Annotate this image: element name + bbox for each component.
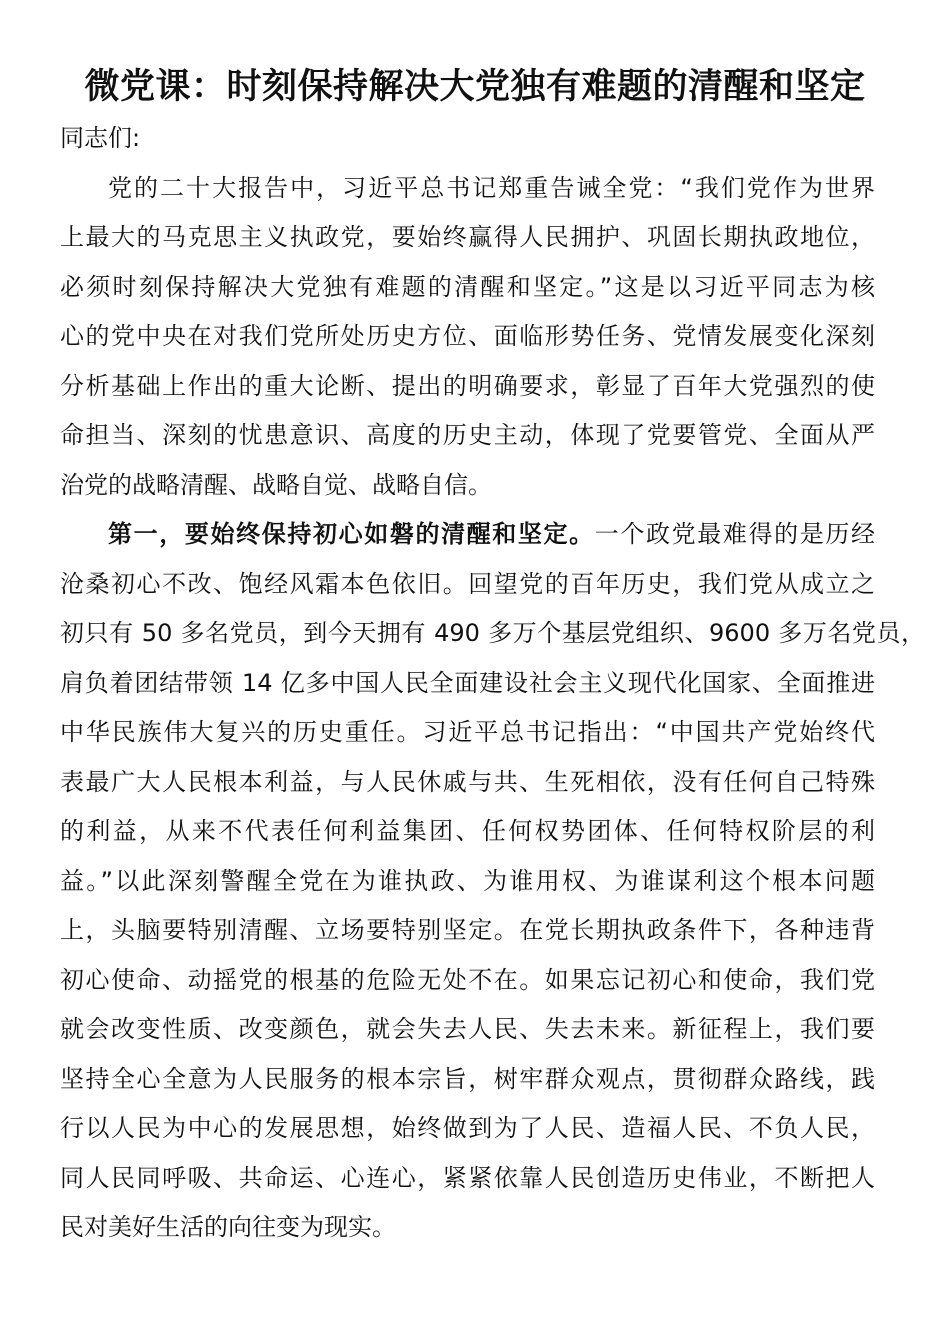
paragraph-line: 命担当、深刻的忧患意识、高度的历史主动，体现了党要管党、全面从严 xyxy=(60,421,875,449)
paragraph-line: 分析基础上作出的重大论断、提出的明确要求，彰显了百年大党强烈的使 xyxy=(60,371,875,400)
paragraph-line xyxy=(60,510,875,560)
paragraph-line: 益。”以此深刻警醒全党在为谁执政、为谁用权、为谁谋利这个根本问题 xyxy=(60,866,875,895)
paragraph-line: 坚持全心全意为人民服务的根本宗旨，树牢群众观点，贯彻群众路线，践 xyxy=(60,1064,875,1093)
paragraph-line: 中华民族伟大复兴的历史重任。习近平总书记指出：“中国共产党始终代 xyxy=(60,718,875,746)
paragraph-line: 治党的战略清醒、战略自觉、战略自信。 xyxy=(60,470,492,499)
paragraph-line: 同人民同呼吸、共命运、心连心，紧紧依靠人民创造历史伟业，不断把人 xyxy=(60,1163,875,1192)
section-heading: 第一，要始终保持初心如磐的清醒和坚定。 xyxy=(108,520,595,548)
document-body xyxy=(60,114,925,1253)
paragraph-line: 沧桑初心不改、饱经风霜本色依旧。回望党的百年历史，我们党从成立之 xyxy=(60,569,875,598)
paragraph-line: 的利益，从来不代表任何利益集团、任何权势团体、任何特权阶层的利 xyxy=(60,817,875,845)
paragraph-text: 一个政党最难得的是历经 xyxy=(594,520,876,548)
salutation: 同志们: xyxy=(60,124,141,152)
paragraph-line: 初心使命、动摇党的根基的危险无处不在。如果忘记初心和使命，我们党 xyxy=(60,965,875,994)
paragraph-line: 民对美好生活的向往变为现实。 xyxy=(60,1213,396,1241)
paragraph-line: 初只有 50 多名党员，到今天拥有 490 多万个基层党组织、9600 多万名党员， xyxy=(60,619,925,647)
paragraph-line: 心的党中央在对我们党所处历史方位、面临形势任务、党情发展变化深刻 xyxy=(60,322,875,350)
paragraph-line: 上，头脑要特别清醒、立场要特别坚定。在党长期执政条件下，各种违背 xyxy=(60,916,875,944)
paragraph-point-one xyxy=(60,510,925,1253)
paragraph-line: 必须时刻保持解决大党独有难题的清醒和坚定。”这是以习近平同志为核 xyxy=(60,272,875,301)
paragraph-intro xyxy=(60,164,925,511)
paragraph-line: 党的二十大报告中，习近平总书记郑重告诫全党：“我们党作为世界 xyxy=(108,173,875,202)
paragraph-line: 表最广大人民根本利益，与人民休戚与共、生死相依，没有任何自己特殊 xyxy=(60,767,875,796)
paragraph-line: 上最大的马克思主义执政党，要始终赢得人民拥护、巩固长期执政地位， xyxy=(60,223,875,251)
document-title: 微党课：时刻保持解决大党独有难题的清醒和坚定 xyxy=(84,66,866,107)
paragraph-line: 肩负着团结带领 14 亿多中国人民全面建设社会主义现代化国家、全面推进 xyxy=(60,668,875,697)
paragraph-line: 行以人民为中心的发展思想，始终做到为了人民、造福人民、不负人民， xyxy=(60,1114,875,1142)
paragraph-line: 就会改变性质、改变颜色，就会失去人民、失去未来。新征程上，我们要 xyxy=(60,1015,875,1043)
